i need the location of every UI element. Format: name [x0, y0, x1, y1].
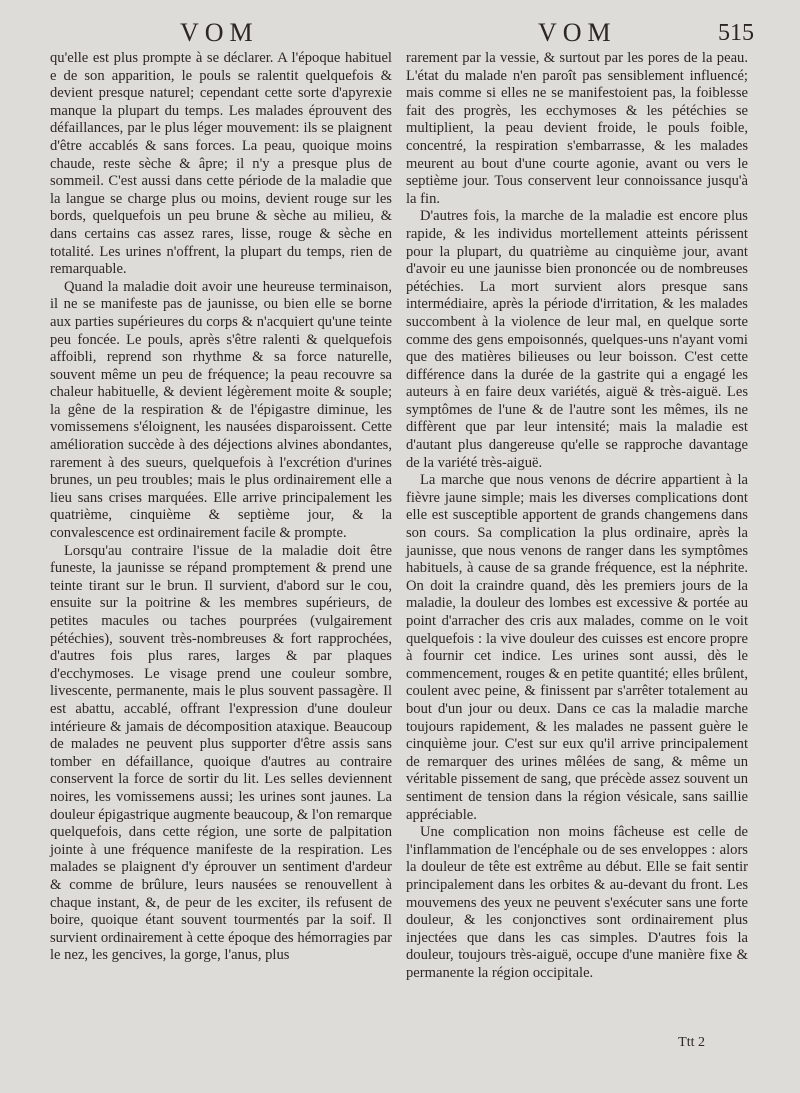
paragraph: La marche que nous venons de décrire appartient à la fièvre jaune simple; mais les diverses complications dont elle est susceptible apportent de grands changemens dans son cours. Sa complication la plus ordinaire, après la jaunisse, que nous venons de ranger dans les symptômes habituels, à cause de sa grande fréquence, est la néphrite. On doit la craindre quand, dès les premiers jours de la maladie, la douleur des lombes est excessive & portée au point d'arracher des cris aux malades, comme on le voit quelquefois : la vive douleur des cuisses est encore propre à fournir cet indice. Les urines sont aussi, dès le commencement, rouges & en petite quantité; elles brûlent, coulent avec peine, & finissent par s'arrêter totalement au bout d'un jour ou deux. Dans ce cas la maladie marche toujours rapidement, & les malades ne passent guère le cinquième jour. C'est sur eux qu'il arrive principalement de remarquer des urines mêlées de sang, & même un véritable pissement de sang, que précède assez souvent un sentiment de tension dans la région vésicale, sans saillie appréciable.	[406, 472, 748, 823]
left-column	[50, 50, 392, 965]
paragraph: qu'elle est plus prompte à se déclarer. A l'époque habituel e de son apparition, le pouls se ralentit quelquefois & devient presque naturel; cependant cette sorte d'apyrexie manque la plupart du temps. Les malades éprouvent des défaillances, par le plus léger mouvement: ils se plaignent d'être accablés & sans forces. La peau, quoique moins chaude, reste sèche & âpre; il n'y a presque plus de sommeil. C'est aussi dans cette période de la maladie que la langue se charge plus ou moins, devient rouge sur les bords, quelquefois un peu brune & sèche au milieu, & dans certains cas assez rares, lisse, rouge & sèche en totalité. Les urines n'offrent, la plupart du temps, rien de remarquable.	[50, 50, 392, 278]
paragraph: D'autres fois, la marche de la maladie est encore plus rapide, & les individus mortellement atteints périssent pour la plupart, du quatrième au cinquième jour, avant d'avoir eu une jaunisse bien prononcée ou de nombreuses pétéchies. La mort survient alors presque sans intermédiaire, après la période d'irritation, & les malades succombent à la violence de leur mal, en quelque sorte comme des gens empoisonnés, quelques-uns n'ayant vomi que des matières bilieuses ou leur boisson. C'est cette différence dans la durée de la gastrite qui a engagé les auteurs à en faire deux variétés, aiguë & très-aiguë. Les symptômes de l'une & de l'autre sont les mêmes, ils ne diffèrent que par leur intensité; mais la maladie est d'autant plus dangereuse qu'elle se rapproche davantage de la variété très-aiguë.	[406, 208, 748, 471]
page-number: 515	[718, 20, 754, 46]
signature-mark: Ttt 2	[678, 1035, 705, 1050]
running-head-left: VOM	[180, 18, 259, 47]
paragraph: Une complication non moins fâcheuse est celle de l'inflammation de l'encéphale ou de ses enveloppes : alors la douleur de tête est extrême au début. Elle se fait sentir principalement dans les orbites & au-devant du front. Les mouvemens des yeux ne peuvent s'exécuter sans une forte douleur, & les conjonctives sont ordinairement plus injectées que dans les cas simples. D'autres fois la douleur, toujours très-aiguë, occupe d'une manière fixe & permanente la région occipitale.	[406, 824, 748, 981]
paragraph: Lorsqu'au contraire l'issue de la maladie doit être funeste, la jaunisse se répand promptement & prend une teinte tirant sur le brun. Il survient, d'abord sur le cou, ensuite sur la poitrine & les membres supérieurs, de petites macules ou taches pourprées (vulgairement pétéchies), souvent très-nombreuses & fort rapprochées, d'autres fois plus rares, larges & par plaques d'ecchymoses. Le visage prend une couleur sombre, livescente, permanente, mais le plus souvent passagère. Il est abattu, accablé, offrant l'expression d'une douleur intérieure & jamais de décomposition ataxique. Beaucoup de malades ne peuvent plus supporter d'être assis sans tomber en défaillance, quoique d'autres au contraire conservent la force de sortir du lit. Les selles deviennent noires, les vomissemens aussi; les urines sont jaunes. La douleur épigastrique augmente beaucoup, & l'on remarque quelquefois, dans cette région, une sorte de palpitation jointe à une fréquence manifeste de la respiration. Les malades se plaignent d'y éprouver un sentiment d'ardeur & comme de brûlure, leurs nausées se renouvellent à chaque instant, &, de peur de les exciter, ils refusent de boire, quoique étant souvent tourmentés par la soif. Il survient ordinairement à cette époque des hémorragies par le nez, les gencives, la gorge, l'anus, plus	[50, 542, 392, 964]
running-head-right: VOM	[538, 18, 617, 47]
paragraph: Quand la maladie doit avoir une heureuse terminaison, il ne se manifeste pas de jaunisse, ou bien elle se borne aux parties supérieures du corps & n'acquiert qu'une teinte peu foncée. Le pouls, après s'être ralenti & quelquefois affoibli, reprend son rhythme & sa force naturelle, souvent même un peu de fréquence; la peau recouvre sa chaleur habituelle, & devient légèrement moite & souple; la gêne de la respiration & de l'épigastre diminue, les vomissemens s'éloignent, les nausées disparoissent. Cette amélioration succède à des déjections alvines abondantes, rarement à des sueurs, quelquefois à l'excrétion d'urines brunes, un peu troubles; mais le plus ordinairement elle a lieu sans crises marquées. Elle arrive principalement les quatrième, cinquième & septième jour, & la convalescence est ordinairement facile & prompte.	[50, 278, 392, 542]
right-column	[406, 50, 748, 982]
paragraph: rarement par la vessie, & surtout par les pores de la peau. L'état du malade n'en paroît pas sensiblement influencé; mais comme si elles ne se manifestoient pas, la foiblesse fait des progrès, les ecchymoses & les pétéchies se multiplient, la peau devient froide, le pouls foible, concentré, la respiration s'embarrasse, & les malades meurent au bout d'une courte agonie, avant ou vers le septième jour. Tous conservent leur connoissance jusqu'à la fin.	[406, 50, 748, 207]
